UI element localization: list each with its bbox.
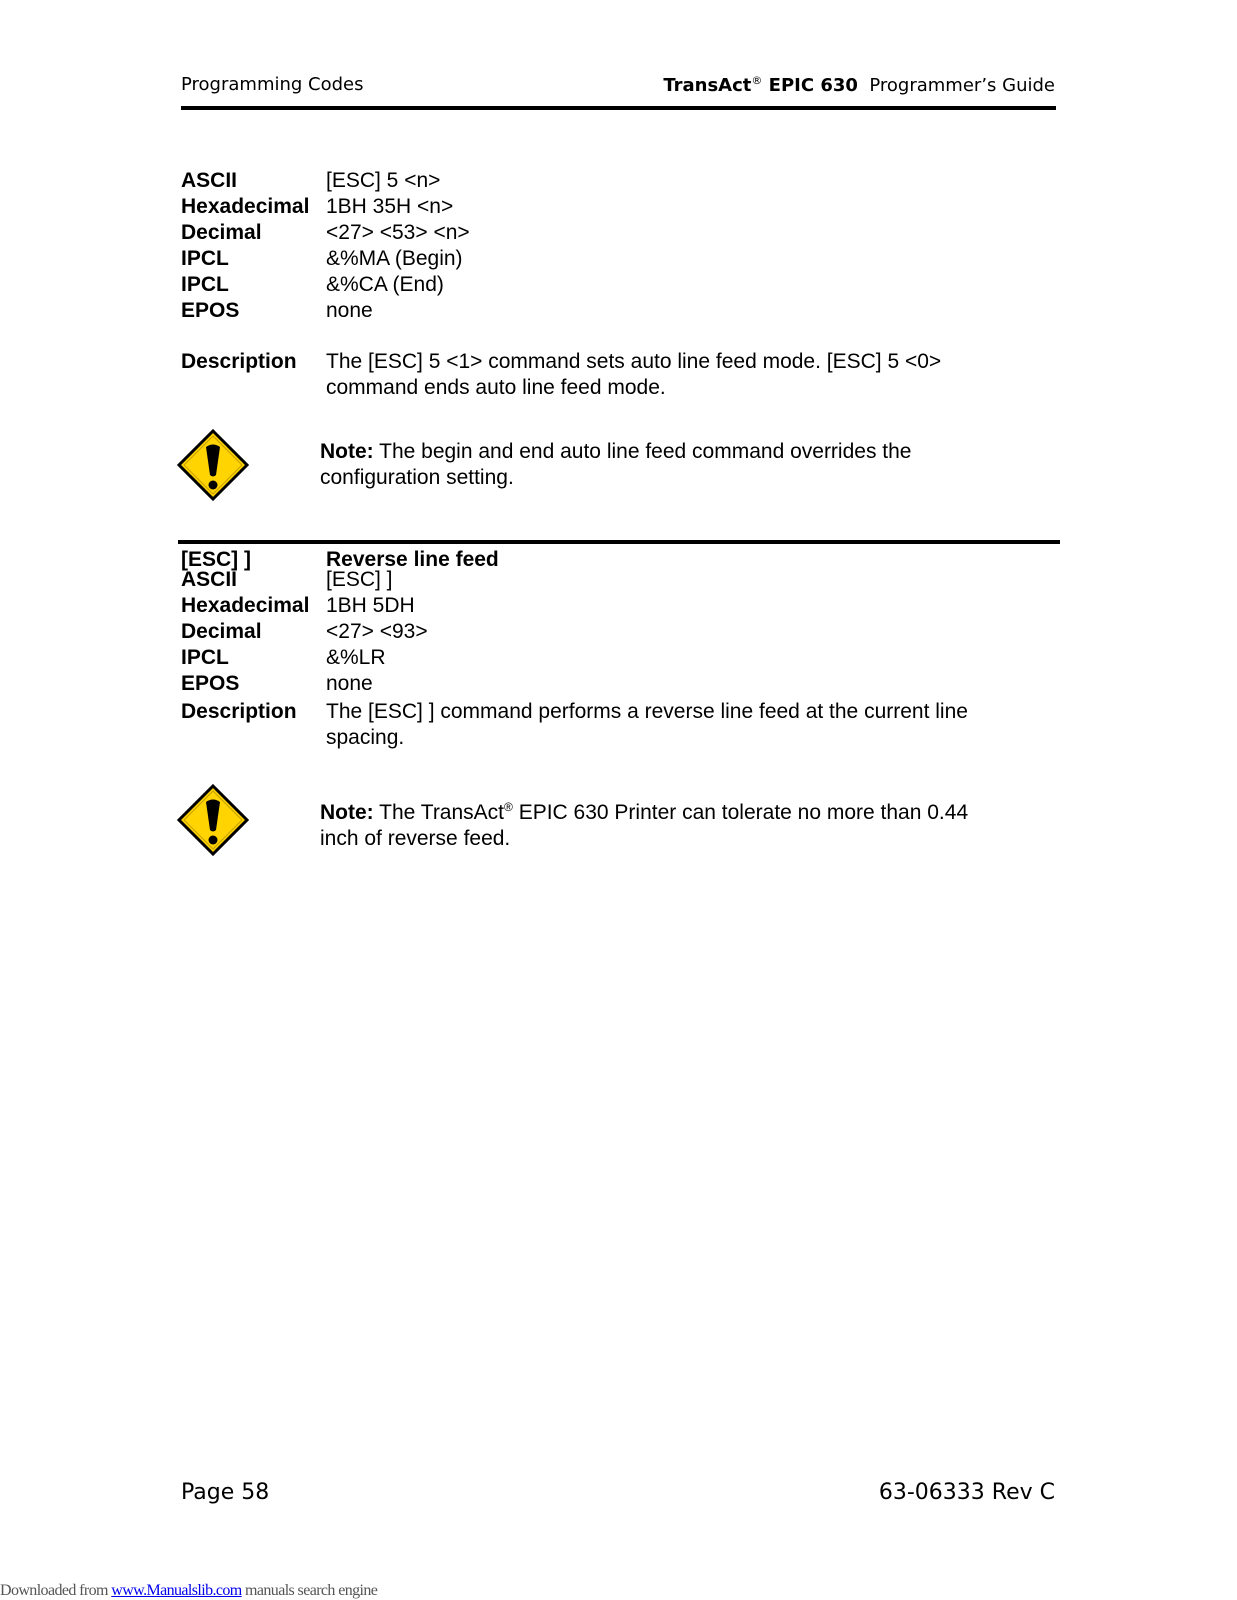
page-number: Page 58	[181, 1480, 270, 1505]
description-text	[326, 349, 1026, 401]
table-row	[181, 272, 470, 298]
note-label: Note:	[320, 801, 374, 824]
row-label: EPOS	[181, 299, 240, 322]
warning-icon	[177, 784, 249, 856]
row-value: none	[326, 299, 373, 322]
note-text: The TransAct	[373, 801, 505, 824]
description-line: The [ESC] ] command performs a reverse line feed at the current line	[326, 700, 968, 723]
description-1	[181, 349, 1041, 401]
warning-icon	[177, 429, 249, 501]
row-label: Decimal	[181, 620, 262, 643]
row-value: <27> <53> <n>	[326, 221, 470, 244]
row-label: IPCL	[181, 273, 229, 296]
download-attribution	[0, 1582, 377, 1600]
description-line: command ends auto line feed mode.	[326, 376, 666, 399]
row-value: &%CA (End)	[326, 273, 444, 296]
command-title: Reverse line feed	[326, 548, 499, 571]
table-row	[181, 298, 470, 324]
table-row	[181, 246, 470, 272]
row-value: [ESC] ]	[326, 568, 393, 591]
table-row	[181, 168, 470, 194]
note-2	[320, 794, 1040, 852]
note-1	[320, 439, 1040, 491]
command-table-2	[181, 567, 428, 697]
note-text: The begin and end auto line feed command overrides the	[373, 440, 912, 463]
row-label: IPCL	[181, 646, 229, 669]
header-guide: Programmer’s Guide	[869, 75, 1055, 96]
table-row	[181, 567, 428, 593]
header-rule	[181, 106, 1056, 110]
row-label: EPOS	[181, 672, 240, 695]
row-value: 1BH 5DH	[326, 594, 415, 617]
reg-mark: ®	[504, 800, 513, 814]
description-line: The [ESC] 5 <1> command sets auto line feed mode. [ESC] 5 <0>	[326, 350, 942, 373]
description-text	[326, 699, 1026, 751]
row-value: 1BH 35H <n>	[326, 195, 454, 218]
document-number: 63-06333 Rev C	[878, 1480, 1055, 1505]
row-value: [ESC] 5 <n>	[326, 169, 441, 192]
table-row	[181, 645, 428, 671]
description-label: Description	[181, 700, 297, 723]
manualslib-link[interactable]: www.Manualslib.com	[111, 1582, 242, 1599]
row-label: ASCII	[181, 169, 238, 192]
row-value: none	[326, 672, 373, 695]
note-text-line2: configuration setting.	[320, 466, 514, 489]
row-value: <27> <93>	[326, 620, 428, 643]
row-value: &%MA (Begin)	[326, 247, 463, 270]
section-rule	[178, 540, 1060, 544]
row-label: ASCII	[181, 568, 238, 591]
note-text-line2: inch of reverse feed.	[320, 827, 511, 850]
header-reg-mark: ®	[751, 74, 763, 87]
download-suffix: manuals search engine	[241, 1582, 378, 1599]
header-brand: TransAct	[663, 75, 752, 96]
header-product: EPIC 630	[768, 75, 858, 96]
row-label: Decimal	[181, 221, 262, 244]
command-table-1	[181, 168, 470, 324]
row-label: Hexadecimal	[181, 594, 310, 617]
table-row	[181, 671, 428, 697]
note-label: Note:	[320, 440, 374, 463]
header-section-title: Programming Codes	[181, 74, 364, 95]
command-code: [ESC] ]	[181, 548, 251, 571]
description-line: spacing.	[326, 726, 405, 749]
row-label: Hexadecimal	[181, 195, 310, 218]
table-row	[181, 593, 428, 619]
header-guide-title	[663, 74, 1055, 96]
table-row	[181, 194, 470, 220]
row-value: &%LR	[326, 646, 386, 669]
description-label: Description	[181, 350, 297, 373]
row-label: IPCL	[181, 247, 229, 270]
note-text: EPIC 630 Printer can tolerate no more than 0.44	[512, 801, 969, 824]
download-prefix: Downloaded from	[0, 1582, 112, 1599]
table-row	[181, 619, 428, 645]
table-row	[181, 220, 470, 246]
description-2	[181, 699, 1041, 751]
